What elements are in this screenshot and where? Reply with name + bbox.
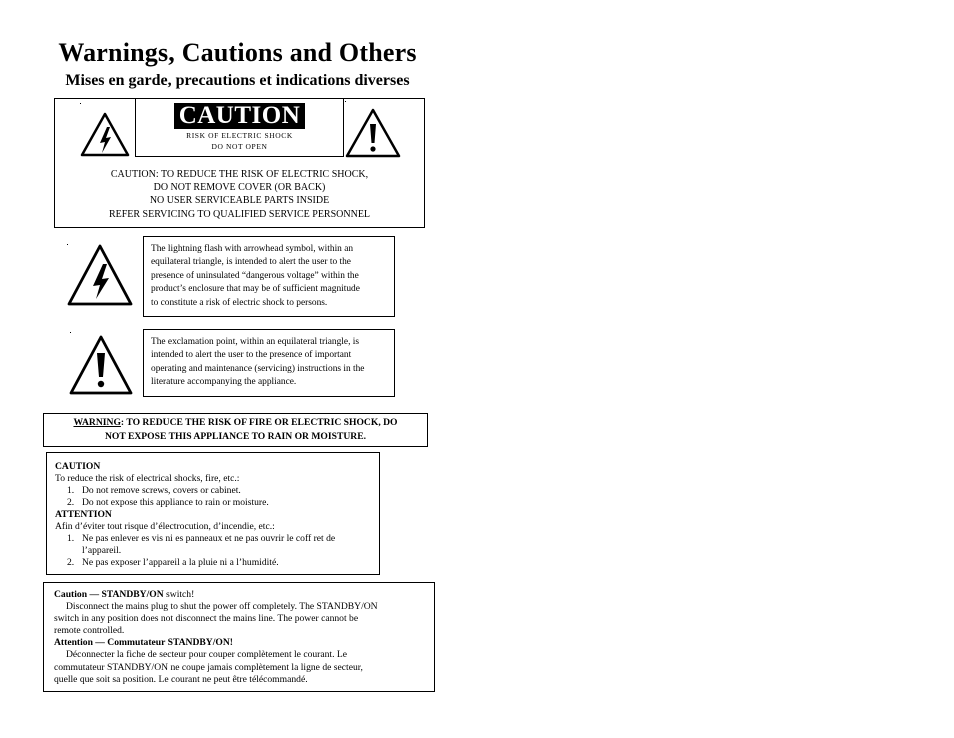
list-number: 2. bbox=[67, 557, 75, 568]
explanation-line: to constitute a risk of electric shock to persons. bbox=[151, 297, 328, 308]
explanation-line: product’s enclosure that may be of sufficient magnitude bbox=[151, 284, 360, 295]
caution-panel-text bbox=[55, 168, 424, 221]
attention-intro: Afin d’éviter tout risque d’électrocution, d’incendie, etc.: bbox=[55, 521, 275, 532]
banner-line-1: RISK OF ELECTRIC SHOCK bbox=[186, 131, 293, 140]
standby-fr-heading: Attention — Commutateur STANDBY/ON! bbox=[54, 637, 233, 649]
standby-line: remote controlled. bbox=[54, 625, 125, 637]
banner-line-2: DO NOT OPEN bbox=[211, 142, 268, 151]
list-text: Ne pas enlever es vis ni es panneaux et ne pas ouvrir le coff ret de l’appareil. bbox=[82, 533, 336, 556]
list-number: 2. bbox=[67, 497, 75, 508]
standby-fr-line: commutateur STANDBY/ON ne coupe jamais complètement la ligne de secteur, bbox=[54, 661, 363, 673]
standby-line: Disconnect the mains plug to shut the power off completely. The STANDBY/ON bbox=[66, 601, 378, 613]
caution-banner bbox=[135, 98, 344, 157]
caution-word: CAUTION bbox=[174, 103, 305, 129]
warning-box bbox=[43, 413, 428, 447]
standby-line: switch in any position does not disconnect the mains line. The power cannot be bbox=[54, 613, 359, 625]
standby-heading: Caution — STANDBY/ON bbox=[54, 589, 164, 600]
standby-heading-rest: switch! bbox=[163, 589, 195, 600]
page-subtitle: Mises en garde, precautions et indications diverses bbox=[65, 72, 410, 89]
panel-line: DO NOT REMOVE COVER (OR BACK) bbox=[153, 182, 326, 194]
list-item bbox=[55, 485, 373, 497]
standby-fr-line: quelle que soit sa position. Le courant ne peut être télécommandé. bbox=[54, 673, 308, 685]
caution-panel bbox=[54, 98, 425, 228]
explanation-line: intended to alert the user to the presence of important bbox=[151, 350, 352, 361]
page-title: Warnings, Cautions and Others bbox=[58, 38, 417, 67]
standby-fr-line: Déconnecter la fiche de secteur pour couper complètement le courant. Le bbox=[66, 649, 348, 661]
caution-heading: CAUTION bbox=[55, 461, 101, 472]
warning-text-1: : TO REDUCE THE RISK OF FIRE OR ELECTRIC SHOCK, DO bbox=[120, 417, 398, 428]
explanation-line: literature accompanying the appliance. bbox=[151, 377, 297, 388]
print-mark bbox=[80, 103, 81, 104]
panel-line: NO USER SERVICEABLE PARTS INSIDE bbox=[149, 195, 330, 207]
panel-line: CAUTION: TO REDUCE THE RISK OF ELECTRIC SHOCK, bbox=[110, 169, 369, 180]
caution-list-box bbox=[46, 452, 380, 575]
lightning-triangle-icon bbox=[66, 242, 134, 308]
explanation-line: The lightning flash with arrowhead symbol, within an bbox=[151, 244, 354, 254]
warning-label: WARNING bbox=[73, 417, 121, 428]
list-text: Ne pas exposer l’appareil a la pluie ni a l’humidité. bbox=[82, 557, 279, 568]
list-text: Do not expose this appliance to rain or moisture. bbox=[82, 497, 269, 508]
attention-heading: ATTENTION bbox=[55, 509, 112, 520]
exclamation-triangle-icon bbox=[68, 333, 134, 397]
explanation-line: presence of uninsulated “dangerous voltage” within the bbox=[151, 270, 359, 281]
list-item bbox=[55, 533, 373, 557]
list-number: 1. bbox=[67, 533, 75, 544]
warning-text-2: NOT EXPOSE THIS APPLIANCE TO RAIN OR MOISTURE. bbox=[104, 430, 367, 442]
explanation-line: operating and maintenance (servicing) instructions in the bbox=[151, 363, 365, 374]
print-mark bbox=[345, 101, 346, 102]
standby-box bbox=[43, 582, 435, 692]
list-item bbox=[55, 557, 373, 569]
list-text: Do not remove screws, covers or cabinet. bbox=[82, 485, 241, 496]
explanation-line: equilateral triangle, is intended to alert the user to the bbox=[151, 257, 351, 268]
exclamation-triangle-icon bbox=[345, 107, 401, 159]
caution-intro: To reduce the risk of electrical shocks, fire, etc.: bbox=[55, 473, 240, 484]
lightning-triangle-icon bbox=[80, 111, 130, 157]
list-item bbox=[55, 497, 373, 509]
list-number: 1. bbox=[67, 485, 75, 496]
explanation-line: The exclamation point, within an equilateral triangle, is bbox=[151, 337, 360, 347]
lightning-explanation bbox=[143, 236, 395, 317]
panel-line: REFER SERVICING TO QUALIFIED SERVICE PERSONNEL bbox=[108, 208, 371, 220]
exclamation-explanation bbox=[143, 329, 395, 397]
